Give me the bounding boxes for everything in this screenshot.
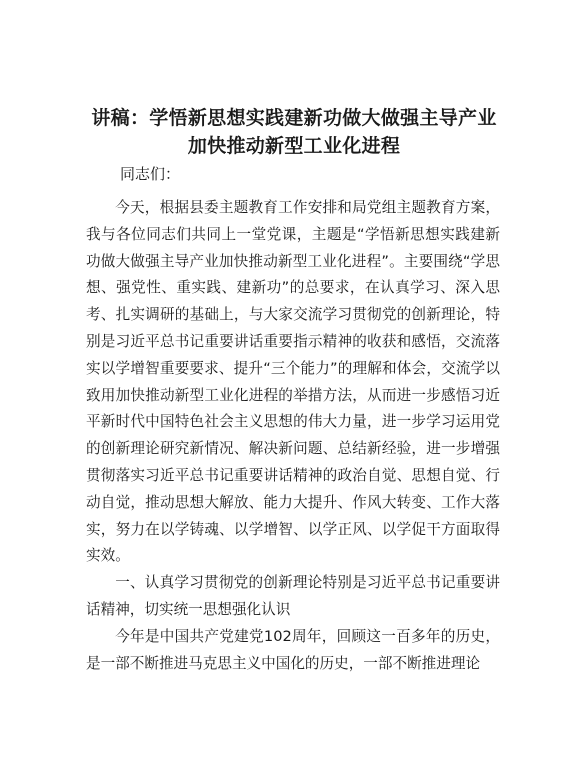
- document-body: [86, 195, 500, 677]
- paragraph-section-1: 今年是中国共产党建党102周年，回顾这一百多年的历史，是一部不断推进马克思主义中国化的历史，一部不断推进理论: [86, 627, 500, 672]
- document-title: 讲稿：学悟新思想实践建新功做大做强主导产业加快推动新型工业化进程: [91, 107, 497, 157]
- salutation: 同志们：: [120, 165, 181, 183]
- section-heading-1: 一、认真学习贯彻党的创新理论特别是习近平总书记重要讲话精神，切实统一思想强化认识: [86, 574, 500, 618]
- paragraph-intro: 今天，根据县委主题教育工作安排和局党组主题教育方案，我与各位同志们共同上一堂党课，主题是“学悟新思想实践建新功做大做强主导产业加快推动新型工业化进程”。主要围绕“学思想、强党性、重实践、建新功”的总要求，在认真学习、深入思考、扎实调研的基础上，与大家交流学习贯彻党的创新理论，特别是习近平总书记重要讲话重要指示精神的收获和感悟，交流落实以学增智重要要求、提升“三个能力”的理解和体会，交流学以致用加快推动新型工业化进程的举措方法，从而进一步感悟习近平新时代中国特色社会主义思想的伟大力量，进一步学习运用党的创新理论研究新情况、解决新问题、总结新经验，进一步增强贯彻落实习近平总书记重要讲话精神的政治自觉、思想自觉、行动自觉，推动思想大解放、能力大提升、作风大转变、工作大落实，努力在以学铸魂、以学增智、以学正风、以学促干方面取得实效。: [86, 199, 500, 565]
